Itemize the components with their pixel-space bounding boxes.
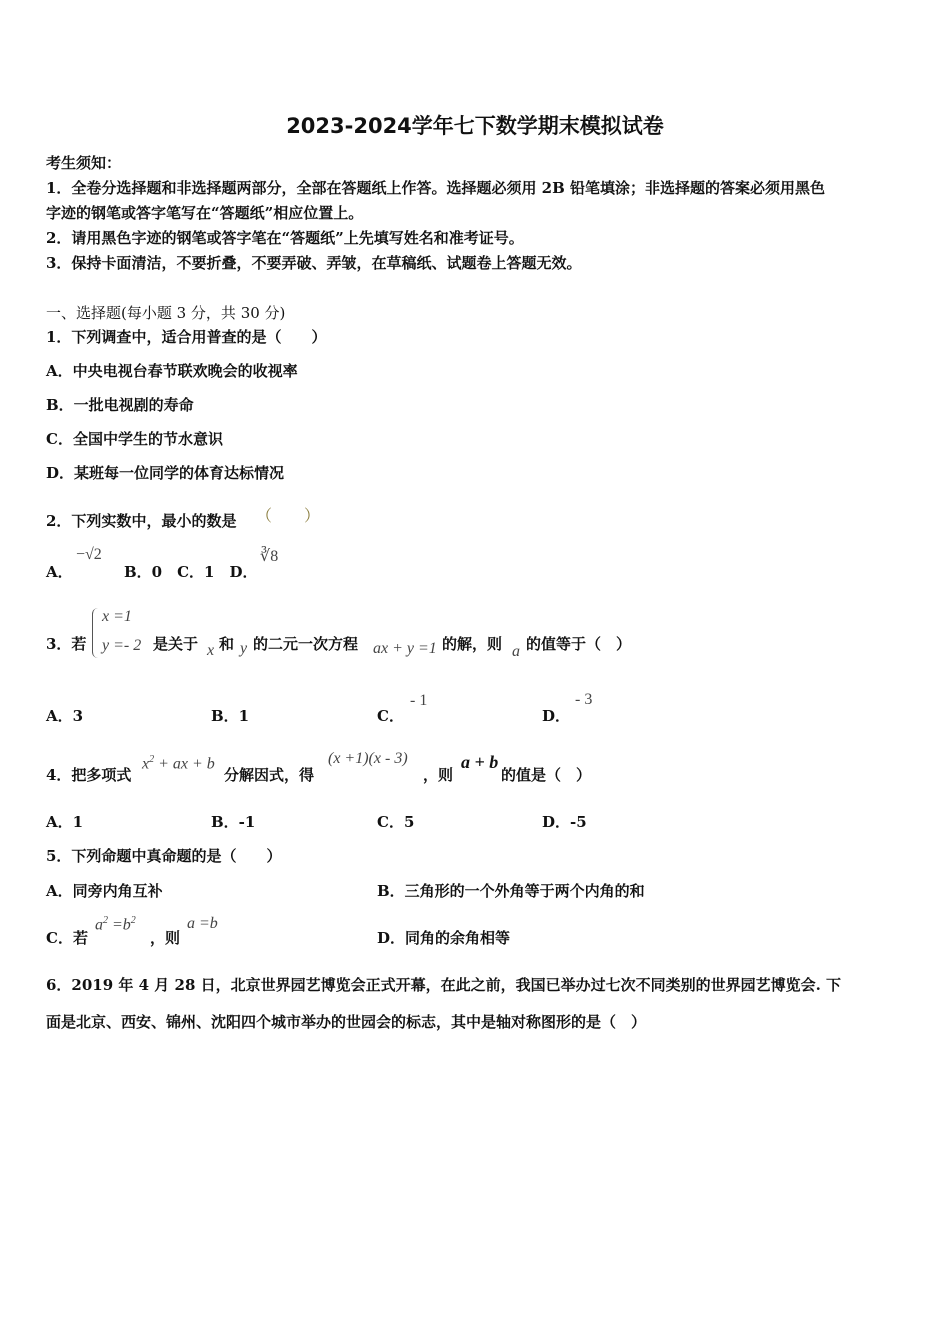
question-5-option-d: D．同角的余角相等 (377, 929, 511, 947)
question-3-var-a: a (512, 643, 520, 660)
question-5-option-c-condition: $a^2 =b^2$ (95, 915, 136, 934)
question-5-option-b: B．三角形的一个外角等于两个内角的和 (377, 882, 645, 900)
question-1-stem: 1．下列调查中，适合用普查的是（ ） (46, 328, 327, 346)
question-3-option-c-math: - 1 (410, 692, 428, 709)
question-3-option-c-label: C． (377, 707, 404, 725)
question-3-text-5: 的值等于（ ） (526, 635, 632, 653)
question-1-option-b: B．一批电视剧的寿命 (46, 396, 194, 414)
question-4-text-1: 分解因式，得 (224, 766, 315, 784)
question-3-text-1: 是关于 (153, 635, 199, 653)
question-5-option-a: A．同旁内角互补 (46, 882, 163, 900)
question-2-options-bcd: B．0 C．1 D． (124, 563, 258, 581)
question-6-line-1: 6．2019 年 4 月 28 日，北京世界园艺博览会正式开幕，在此之前，我国已举办过七次不同类别的世界园艺博览会. 下 (46, 976, 842, 994)
question-5-option-c-then: ，则 (150, 929, 181, 947)
question-2-option-a-label: A． (46, 563, 73, 581)
question-3-prefix: 3．若 (46, 635, 87, 653)
question-4-prefix: 4．把多项式 (46, 766, 132, 784)
question-5-option-c-conclusion: a =b (187, 915, 218, 932)
question-1-option-a: A．中央电视台春节联欢晚会的收视率 (46, 362, 298, 380)
question-3-var-y: y (240, 640, 248, 657)
question-3-system-eq1: x =1 (102, 608, 132, 625)
question-4-text-2: ，则 (423, 766, 454, 784)
question-4-text-3: 的值是（ ） (501, 766, 592, 784)
question-1-option-d: D．某班每一位同学的体育达标情况 (46, 464, 285, 482)
notice-line-1b: 字迹的钢笔或答字笔写在“答题纸”相应位置上。 (46, 204, 364, 222)
question-4-option-b: B．-1 (211, 813, 256, 831)
question-2-stem: 2．下列实数中，最小的数是 (46, 512, 237, 530)
question-3-text-3: 的二元一次方程 (253, 635, 359, 653)
question-2-option-a-math: −√2 (76, 546, 102, 563)
question-2-option-d-math: ∛8 (260, 548, 279, 565)
question-4-option-a: A．1 (46, 813, 84, 831)
section-heading: 一、选择题(每小题 3 分，共 30 分) (46, 304, 286, 322)
question-3-var-x: x (207, 642, 215, 659)
question-2-paren: （ ） (256, 508, 321, 525)
question-4-factorization: (x +1)(x - 3) (328, 750, 408, 767)
question-5-stem: 5．下列命题中真命题的是（ ） (46, 847, 282, 865)
notice-line-2: 2．请用黑色字迹的钢笔或答字笔在“答题纸”上先填写姓名和准考证号。 (46, 229, 524, 247)
question-4-sum: a + b (461, 752, 499, 772)
question-4-option-d: D．-5 (542, 813, 587, 831)
question-3-system-eq2: y =- 2 (102, 637, 142, 654)
question-3-option-d-label: D． (542, 707, 571, 725)
question-3-text-4: 的解，则 (442, 635, 503, 653)
notice-line-3: 3．保持卡面清洁，不要折叠，不要弄破、弄皱，在草稿纸、试题卷上答题无效。 (46, 254, 582, 272)
question-4-polynomial: $x^2$ + ax + b (142, 754, 215, 773)
question-3-option-a: A．3 (46, 707, 84, 725)
notice-line-1a: 1．全卷分选择题和非选择题两部分，全部在答题纸上作答。选择题必须用 2B 铅笔填涂；非选择题的答案必须用黑色 (46, 179, 826, 197)
question-3-option-d-math: - 3 (575, 691, 593, 708)
page-title: 2023-2024学年七下数学期末模拟试卷 (286, 114, 664, 138)
question-3-text-2: 和 (219, 635, 235, 653)
question-4-option-c: C．5 (377, 813, 415, 831)
question-3-equation: ax + y =1 (373, 640, 437, 657)
question-1-option-c: C．全国中学生的节水意识 (46, 430, 223, 448)
question-5-option-c-prefix: C．若 (46, 929, 88, 947)
question-6-line-2: 面是北京、西安、锦州、沈阳四个城市举办的世园会的标志，其中是轴对称图形的是（ ） (46, 1013, 647, 1031)
notice-heading: 考生须知： (46, 154, 122, 172)
question-3-option-b: B．1 (211, 707, 250, 725)
question-3-brace (92, 608, 101, 658)
